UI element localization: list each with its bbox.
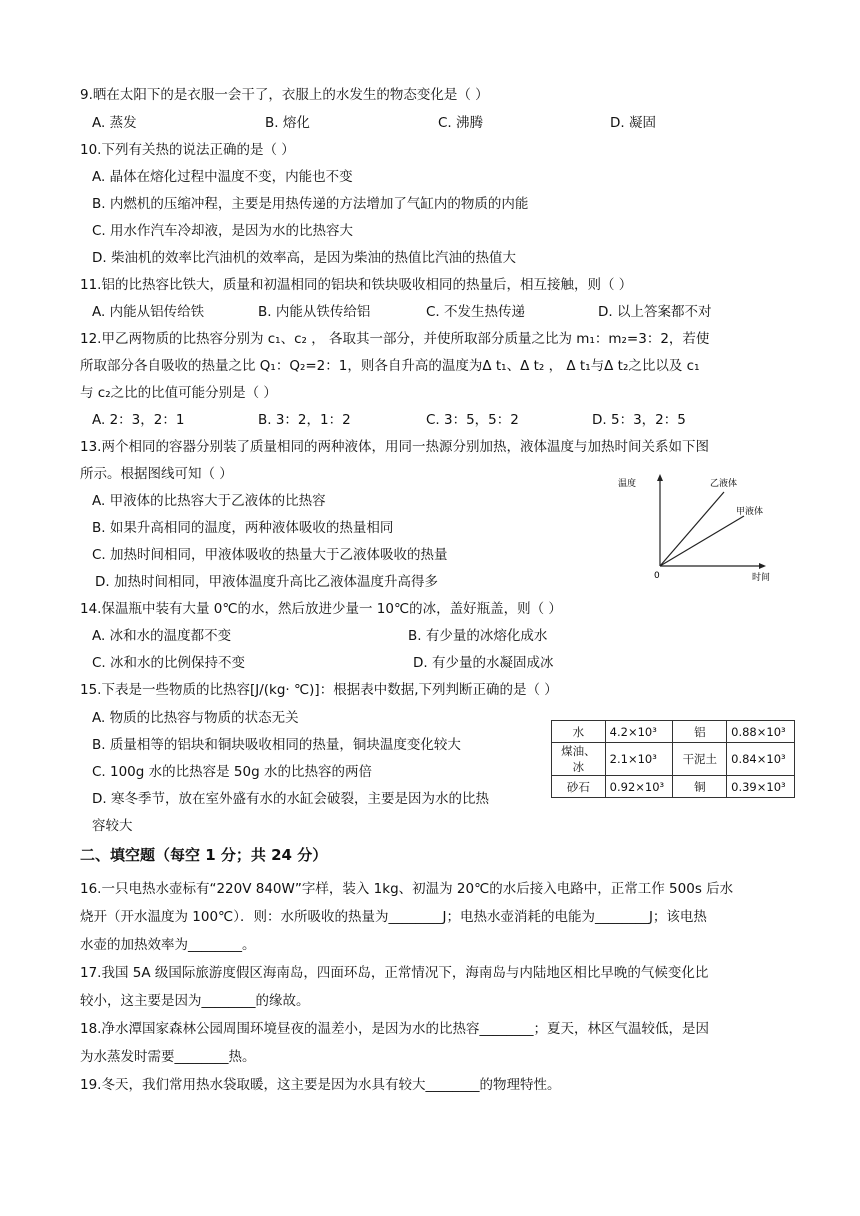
table-cell: 水 [552,721,606,743]
q9-option-b: B. 熔化 [265,115,310,131]
q10-stem: 10.下列有关热的说法正确的是（ ） [80,142,295,158]
x-axis-arrow [759,563,766,569]
q12-option-a: A. 2：3，2：1 [92,412,185,428]
table-cell: 砂石 [552,776,606,798]
line-yi [660,492,724,566]
q9-option-c: C. 沸腾 [438,115,484,131]
q13-option-a: A. 甲液体的比热容大于乙液体的比热容 [92,493,326,509]
q14-option-c: C. 冰和水的比例保持不变 [92,655,246,671]
q18-line-1: 18.净水潭国家森林公园周围环境昼夜的温差小，是因为水的比热容________；夏天，林区气温较低，是因 [80,1021,709,1037]
y-axis-arrow [657,474,663,481]
table-cell: 铝 [673,721,727,743]
table-cell: 0.39×10³ [727,776,795,798]
q18-line-2: 为水蒸发时需要________热。 [80,1049,256,1065]
q14-option-b: B. 有少量的冰熔化成水 [408,628,548,644]
graph-y-label: 温度 [618,479,637,489]
q13-stem-line-2: 所示。根据图线可知（ ） [80,466,233,482]
q15-option-d-continued: 容较大 [92,818,133,834]
q12-options [0,411,860,429]
q17-line-1: 17.我国 5A 级国际旅游度假区海南岛，四面环岛，正常情况下，海南岛与内陆地区相比早晚的气候变化比 [80,965,709,981]
q14-option-d: D. 有少量的水凝固成冰 [413,655,554,671]
table-cell: 0.84×10³ [727,743,795,776]
q15-option-b: B. 质量相等的铝块和铜块吸收相同的热量，铜块温度变化较大 [92,737,461,753]
graph-svg [612,470,782,588]
q10-option-a: A. 晶体在熔化过程中温度不变，内能也不变 [92,169,353,185]
graph-line-yi-label: 乙液体 [710,479,738,489]
q13-stem-line-1: 13.两个相同的容器分别装了质量相同的两种液体，用同一热源分别加热，液体温度与加热时间关系如下图 [80,439,709,455]
graph-line-jia-label: 甲液体 [736,507,764,517]
q12-stem-line-1: 12.甲乙两物质的比热容分别为 c₁、c₂ ， 各取其一部分，并使所取部分质量之比为 m₁：m₂=3：2，若使 [80,331,710,347]
q15-option-d: D. 寒冬季节，放在室外盛有水的水缸会破裂，主要是因为水的比热 [92,791,489,807]
q16-line-2: 烧开（开水温度为 100℃）．则：水所吸收的热量为________J；电热水壶消耗的电能为________J；该电热 [80,909,707,925]
q15-option-a: A. 物质的比热容与物质的状态无关 [92,710,299,726]
temperature-time-graph [612,470,782,588]
q11-option-a: A. 内能从铝传给铁 [92,304,205,320]
q14-options-row-1 [0,627,860,645]
q9-options [0,114,860,132]
q9-option-a: A. 蒸发 [92,115,137,131]
table-row [552,743,795,776]
table-cell: 4.2×10³ [605,721,673,743]
q12-option-b: B. 3：2，1：2 [258,412,351,428]
q15-stem: 15.下表是一些物质的比热容[J/(kg· ℃)]：根据表中数据,下列判断正确的是（ ） [80,682,558,698]
q13-option-b: B. 如果升高相同的温度，两种液体吸收的热量相同 [92,520,394,536]
table-cell: 2.1×10³ [605,743,673,776]
q14-stem: 14.保温瓶中装有大量 0℃的水，然后放进少量一 10℃的冰，盖好瓶盖，则（ ） [80,601,562,617]
q11-option-b: B. 内能从铁传给铝 [258,304,371,320]
q12-option-d: D. 5：3，2：5 [592,412,686,428]
q11-option-d: D. 以上答案都不对 [598,304,712,320]
table-cell: 0.92×10³ [605,776,673,798]
q11-options [0,303,860,321]
table-row [552,721,795,743]
table-cell: 煤油、冰 [552,743,606,776]
q10-option-d: D. 柴油机的效率比汽油机的效率高，是因为柴油的热值比汽油的热值大 [92,250,516,266]
graph-origin: 0 [654,571,660,581]
q12-stem-line-3: 与 c₂之比的比值可能分别是（ ） [80,385,277,401]
q14-options-row-2 [0,654,860,672]
q12-option-c: C. 3：5，5：2 [426,412,519,428]
specific-heat-table [551,720,795,798]
table-cell: 0.88×10³ [727,721,795,743]
table-cell: 铜 [673,776,727,798]
q10-option-c: C. 用水作汽车冷却液，是因为水的比热容大 [92,223,354,239]
graph-x-label: 时间 [752,573,771,583]
q9-stem: 9.晒在太阳下的是衣服一会干了，衣服上的水发生的物态变化是（ ） [80,87,489,103]
q16-line-1: 16.一只电热水壶标有“220V 840W”字样，装入 1kg、初温为 20℃的水后接入电路中，正常工作 500s 后水 [80,881,734,897]
q11-stem: 11.铝的比热容比铁大，质量和初温相同的铝块和铁块吸收相同的热量后，相互接触，则（ ） [80,277,633,293]
q14-option-a: A. 冰和水的温度都不变 [92,628,232,644]
line-jia [660,516,744,566]
table-cell: 干泥土 [673,743,727,776]
table-row [552,776,795,798]
q19-line: 19.冬天，我们常用热水袋取暖，这主要是因为水具有较大________的物理特性。 [80,1077,561,1093]
q9-option-d: D. 凝固 [610,115,656,131]
q17-line-2: 较小，这主要是因为________的缘故。 [80,993,310,1009]
q11-option-c: C. 不发生热传递 [426,304,526,320]
q16-line-3: 水壶的加热效率为________。 [80,937,256,953]
q13-option-d: D. 加热时间相同，甲液体温度升高比乙液体温度升高得多 [95,574,438,590]
q10-option-b: B. 内燃机的压缩冲程，主要是用热传递的方法增加了气缸内的物质的内能 [92,196,529,212]
q15-option-c: C. 100g 水的比热容是 50g 水的比热容的两倍 [92,764,372,780]
q12-stem-line-2: 所取部分各自吸收的热量之比 Q₁：Q₂=2：1，则各自升高的温度为Δ t₁、Δ t₂ ， Δ t₁与Δ t₂之比以及 c₁ [80,358,700,374]
section-heading: 二、填空题（每空 1 分；共 24 分） [80,846,328,864]
q13-option-c: C. 加热时间相同，甲液体吸收的热量大于乙液体吸收的热量 [92,547,448,563]
